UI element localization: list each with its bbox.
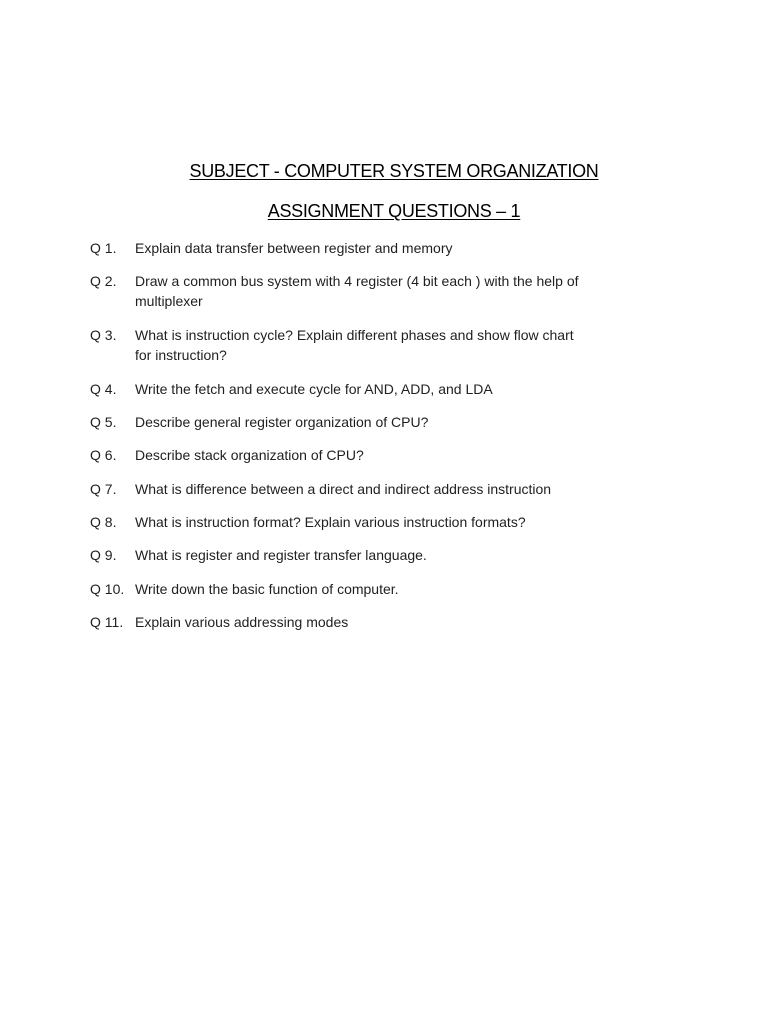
subject-heading: SUBJECT - COMPUTER SYSTEM ORGANIZATION: [189, 161, 599, 181]
question-item: [90, 512, 690, 532]
assignment-heading: ASSIGNMENT QUESTIONS – 1: [267, 201, 521, 221]
question-number: Q 10.: [90, 581, 125, 597]
question-item: [90, 612, 690, 632]
question-item: [90, 379, 690, 399]
question-text: Write down the basic function of computer.: [135, 581, 399, 597]
question-text: Explain data transfer between register and memory: [135, 240, 453, 256]
question-item: [90, 238, 690, 258]
question-list: [90, 238, 690, 632]
question-number: Q 6.: [90, 447, 117, 463]
question-number: Q 11.: [90, 614, 124, 630]
question-number: Q 3.: [90, 327, 117, 343]
question-text: Describe stack organization of CPU?: [135, 447, 364, 463]
question-number: Q 8.: [90, 514, 117, 530]
question-item: [90, 479, 690, 499]
question-number: Q 2.: [90, 273, 117, 289]
question-text: What is instruction format? Explain various instruction formats?: [135, 514, 526, 530]
question-item: [90, 412, 690, 432]
question-item: [90, 325, 690, 365]
question-text: Write the fetch and execute cycle for AND, ADD, and LDA: [135, 381, 493, 397]
question-text: What is register and register transfer language.: [135, 547, 427, 563]
question-text: Draw a common bus system with 4 register (4 bit each ) with the help of multiplexer: [135, 273, 579, 309]
question-number: Q 1.: [90, 240, 117, 256]
question-number: Q 5.: [90, 414, 117, 430]
question-text: Describe general register organization of CPU?: [135, 414, 429, 430]
question-text: What is difference between a direct and indirect address instruction: [135, 481, 552, 497]
question-item: [90, 579, 690, 599]
question-text: What is instruction cycle? Explain different phases and show flow chart for instruction?: [135, 327, 574, 363]
question-number: Q 4.: [90, 381, 117, 397]
question-item: [90, 445, 690, 465]
question-number: Q 9.: [90, 547, 117, 563]
question-item: [90, 545, 690, 565]
question-text: Explain various addressing modes: [135, 614, 349, 630]
question-number: Q 7.: [90, 481, 117, 497]
question-item: [90, 271, 690, 311]
